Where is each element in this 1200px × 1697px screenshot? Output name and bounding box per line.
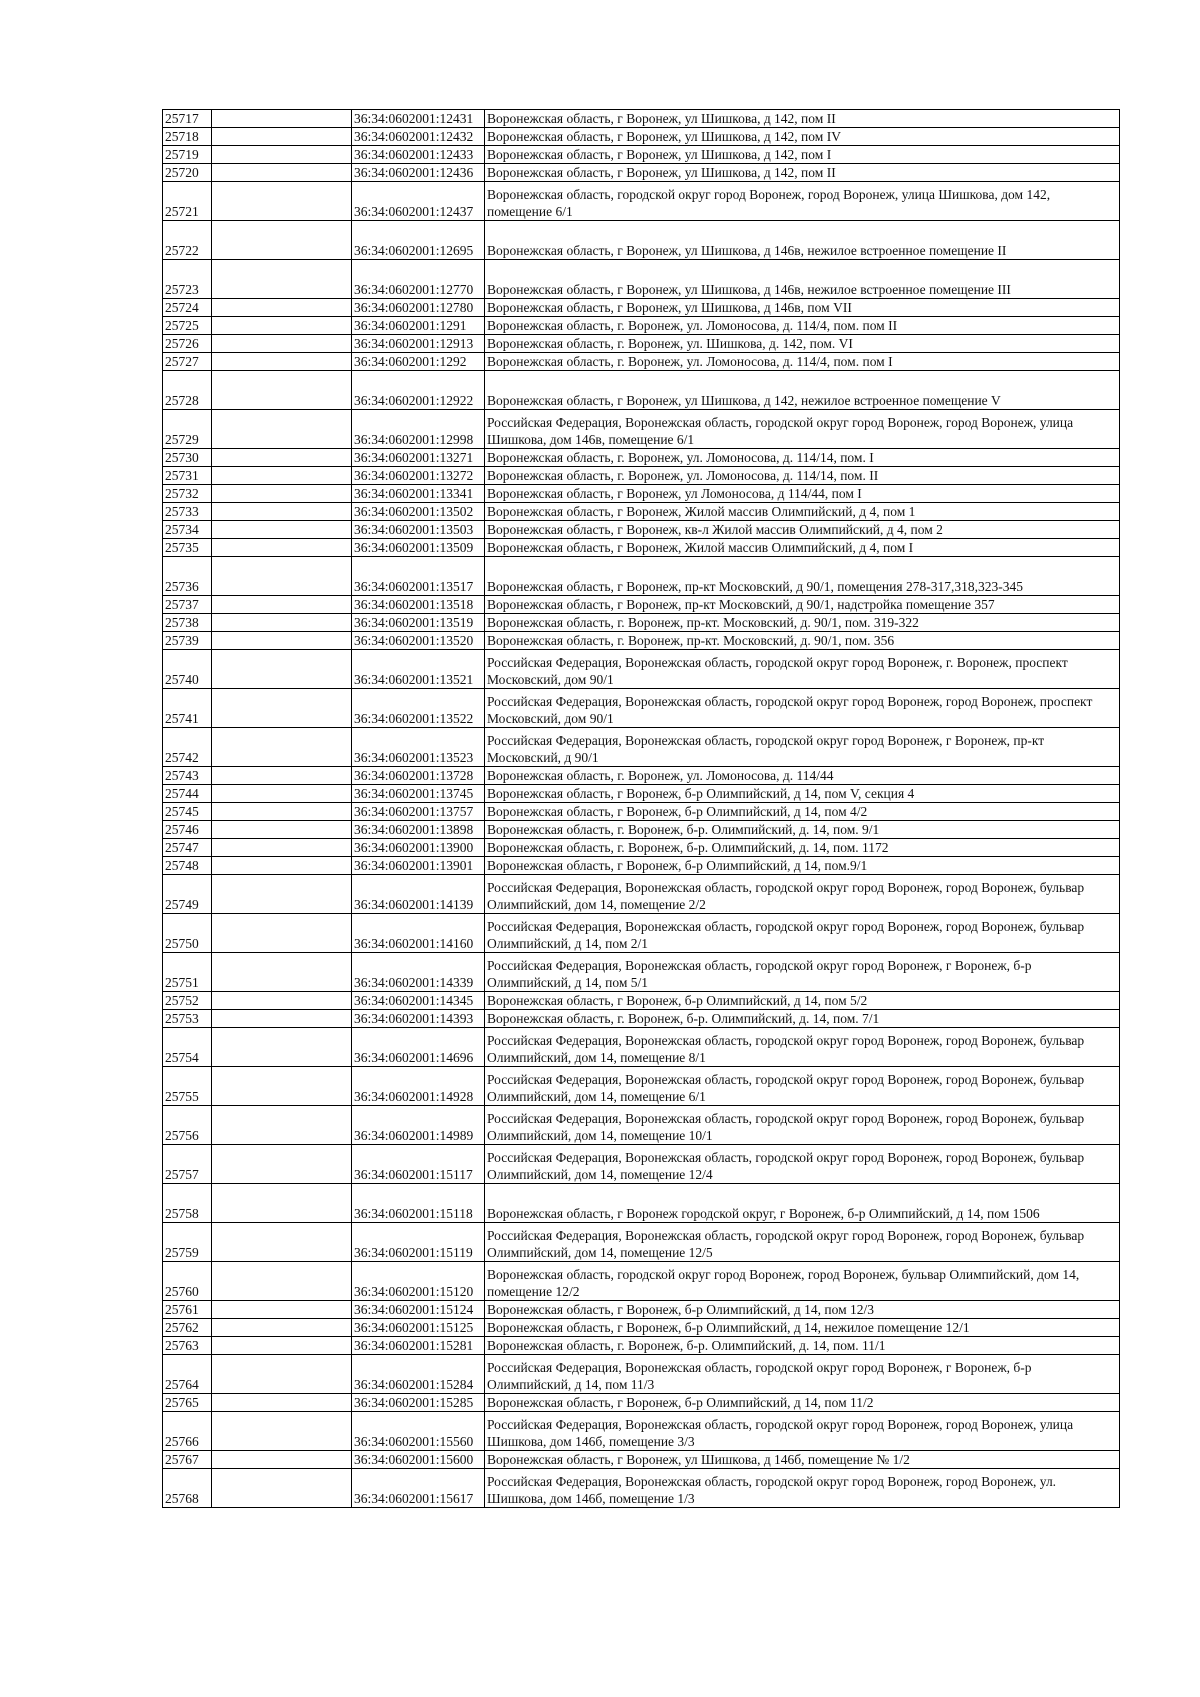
address-cell: Воронежская область, г Воронеж, ул Шишкова, д 142, пом I bbox=[485, 146, 1120, 164]
record-number-cell: 25722 bbox=[163, 221, 212, 260]
cadastral-number-cell: 36:34:0602001:12780 bbox=[352, 299, 485, 317]
empty-cell bbox=[212, 539, 352, 557]
property-register-table bbox=[162, 109, 1120, 1508]
cadastral-number-cell: 36:34:0602001:13757 bbox=[352, 803, 485, 821]
cadastral-number-cell: 36:34:0602001:13728 bbox=[352, 767, 485, 785]
record-number-cell: 25717 bbox=[163, 110, 212, 128]
record-number-cell: 25742 bbox=[163, 728, 212, 767]
cadastral-number-cell: 36:34:0602001:13503 bbox=[352, 521, 485, 539]
record-number-cell: 25732 bbox=[163, 485, 212, 503]
table-row bbox=[163, 110, 1120, 128]
cadastral-number-cell: 36:34:0602001:13271 bbox=[352, 449, 485, 467]
record-number-cell: 25718 bbox=[163, 128, 212, 146]
table-row bbox=[163, 953, 1120, 992]
empty-cell bbox=[212, 632, 352, 650]
empty-cell bbox=[212, 992, 352, 1010]
record-number-cell: 25745 bbox=[163, 803, 212, 821]
table-row bbox=[163, 557, 1120, 596]
empty-cell bbox=[212, 182, 352, 221]
empty-cell bbox=[212, 503, 352, 521]
address-cell: Воронежская область, г Воронеж, ул Шишкова, д 146в, нежилое встроенное помещение III bbox=[485, 260, 1120, 299]
empty-cell bbox=[212, 728, 352, 767]
empty-cell bbox=[212, 1301, 352, 1319]
record-number-cell: 25765 bbox=[163, 1394, 212, 1412]
table-row bbox=[163, 1412, 1120, 1451]
empty-cell bbox=[212, 785, 352, 803]
record-number-cell: 25730 bbox=[163, 449, 212, 467]
record-number-cell: 25726 bbox=[163, 335, 212, 353]
record-number-cell: 25725 bbox=[163, 317, 212, 335]
cadastral-number-cell: 36:34:0602001:1291 bbox=[352, 317, 485, 335]
address-cell: Воронежская область, г Воронеж, кв-л Жилой массив Олимпийский, д 4, пом 2 bbox=[485, 521, 1120, 539]
empty-cell bbox=[212, 1028, 352, 1067]
record-number-cell: 25756 bbox=[163, 1106, 212, 1145]
cadastral-number-cell: 36:34:0602001:1292 bbox=[352, 353, 485, 371]
address-cell: Воронежская область, г Воронеж, ул Шишкова, д 146в, пом VII bbox=[485, 299, 1120, 317]
table-row bbox=[163, 650, 1120, 689]
cadastral-number-cell: 36:34:0602001:15118 bbox=[352, 1184, 485, 1223]
cadastral-number-cell: 36:34:0602001:12998 bbox=[352, 410, 485, 449]
record-number-cell: 25747 bbox=[163, 839, 212, 857]
empty-cell bbox=[212, 1394, 352, 1412]
table-row bbox=[163, 1262, 1120, 1301]
cadastral-number-cell: 36:34:0602001:15117 bbox=[352, 1145, 485, 1184]
empty-cell bbox=[212, 1184, 352, 1223]
cadastral-number-cell: 36:34:0602001:13901 bbox=[352, 857, 485, 875]
empty-cell bbox=[212, 1412, 352, 1451]
record-number-cell: 25754 bbox=[163, 1028, 212, 1067]
empty-cell bbox=[212, 1469, 352, 1508]
address-cell: Воронежская область, г Воронеж, б-р Олимпийский, д 14, пом 11/2 bbox=[485, 1394, 1120, 1412]
table-row bbox=[163, 857, 1120, 875]
table-row bbox=[163, 1355, 1120, 1394]
empty-cell bbox=[212, 521, 352, 539]
record-number-cell: 25731 bbox=[163, 467, 212, 485]
record-number-cell: 25768 bbox=[163, 1469, 212, 1508]
table-row bbox=[163, 1145, 1120, 1184]
address-cell: Воронежская область, г Воронеж, ул Шишкова, д 146в, нежилое встроенное помещение II bbox=[485, 221, 1120, 260]
cadastral-number-cell: 36:34:0602001:14696 bbox=[352, 1028, 485, 1067]
table-row bbox=[163, 221, 1120, 260]
cadastral-number-cell: 36:34:0602001:14160 bbox=[352, 914, 485, 953]
cadastral-number-cell: 36:34:0602001:15281 bbox=[352, 1337, 485, 1355]
empty-cell bbox=[212, 1145, 352, 1184]
cadastral-number-cell: 36:34:0602001:15125 bbox=[352, 1319, 485, 1337]
cadastral-number-cell: 36:34:0602001:13523 bbox=[352, 728, 485, 767]
table-row bbox=[163, 1301, 1120, 1319]
table-row bbox=[163, 914, 1120, 953]
empty-cell bbox=[212, 467, 352, 485]
empty-cell bbox=[212, 614, 352, 632]
table-row bbox=[163, 1106, 1120, 1145]
table-row bbox=[163, 1451, 1120, 1469]
empty-cell bbox=[212, 650, 352, 689]
address-cell: Российская Федерация, Воронежская область, городской округ город Воронеж, город Воронеж, улица Шишкова, дом 146в, помещение 6/1 bbox=[485, 410, 1120, 449]
cadastral-number-cell: 36:34:0602001:14139 bbox=[352, 875, 485, 914]
record-number-cell: 25721 bbox=[163, 182, 212, 221]
table-row bbox=[163, 317, 1120, 335]
record-number-cell: 25724 bbox=[163, 299, 212, 317]
empty-cell bbox=[212, 875, 352, 914]
empty-cell bbox=[212, 449, 352, 467]
empty-cell bbox=[212, 821, 352, 839]
address-cell: Воронежская область, г Воронеж, б-р Олимпийский, д 14, пом 5/2 bbox=[485, 992, 1120, 1010]
empty-cell bbox=[212, 803, 352, 821]
empty-cell bbox=[212, 1106, 352, 1145]
table-row bbox=[163, 146, 1120, 164]
cadastral-number-cell: 36:34:0602001:15600 bbox=[352, 1451, 485, 1469]
record-number-cell: 25736 bbox=[163, 557, 212, 596]
address-cell: Воронежская область, г Воронеж, ул Шишкова, д 146б, помещение № 1/2 bbox=[485, 1451, 1120, 1469]
cadastral-number-cell: 36:34:0602001:14339 bbox=[352, 953, 485, 992]
cadastral-number-cell: 36:34:0602001:12695 bbox=[352, 221, 485, 260]
record-number-cell: 25748 bbox=[163, 857, 212, 875]
address-cell: Воронежская область, г Воронеж, б-р Олимпийский, д 14, пом 12/3 bbox=[485, 1301, 1120, 1319]
empty-cell bbox=[212, 914, 352, 953]
table-row bbox=[163, 503, 1120, 521]
record-number-cell: 25739 bbox=[163, 632, 212, 650]
address-cell: Воронежская область, г. Воронеж, пр-кт. Московский, д. 90/1, пом. 319-322 bbox=[485, 614, 1120, 632]
empty-cell bbox=[212, 485, 352, 503]
address-cell: Российская Федерация, Воронежская область, городской округ город Воронеж, город Воронеж, бульвар Олимпийский, д 14, пом 2/1 bbox=[485, 914, 1120, 953]
cadastral-number-cell: 36:34:0602001:13520 bbox=[352, 632, 485, 650]
table-row bbox=[163, 992, 1120, 1010]
table-row bbox=[163, 839, 1120, 857]
cadastral-number-cell: 36:34:0602001:12922 bbox=[352, 371, 485, 410]
cadastral-number-cell: 36:34:0602001:14928 bbox=[352, 1067, 485, 1106]
empty-cell bbox=[212, 557, 352, 596]
table-row bbox=[163, 1223, 1120, 1262]
record-number-cell: 25763 bbox=[163, 1337, 212, 1355]
cadastral-number-cell: 36:34:0602001:13272 bbox=[352, 467, 485, 485]
empty-cell bbox=[212, 857, 352, 875]
record-number-cell: 25759 bbox=[163, 1223, 212, 1262]
record-number-cell: 25753 bbox=[163, 1010, 212, 1028]
record-number-cell: 25723 bbox=[163, 260, 212, 299]
address-cell: Воронежская область, г Воронеж, ул Шишкова, д 142, нежилое встроенное помещение V bbox=[485, 371, 1120, 410]
empty-cell bbox=[212, 299, 352, 317]
record-number-cell: 25762 bbox=[163, 1319, 212, 1337]
table-row bbox=[163, 182, 1120, 221]
table-row bbox=[163, 875, 1120, 914]
address-cell: Воронежская область, г Воронеж, ул Шишкова, д 142, пом IV bbox=[485, 128, 1120, 146]
address-cell: Воронежская область, г. Воронеж, б-р. Олимпийский, д. 14, пом. 9/1 bbox=[485, 821, 1120, 839]
empty-cell bbox=[212, 110, 352, 128]
record-number-cell: 25744 bbox=[163, 785, 212, 803]
table-row bbox=[163, 767, 1120, 785]
record-number-cell: 25734 bbox=[163, 521, 212, 539]
cadastral-number-cell: 36:34:0602001:15120 bbox=[352, 1262, 485, 1301]
address-cell: Воронежская область, г. Воронеж, б-р. Олимпийский, д. 14, пом. 1172 bbox=[485, 839, 1120, 857]
address-cell: Российская Федерация, Воронежская область, городской округ город Воронеж, город Воронеж, бульвар Олимпийский, дом 14, помещение 8/1 bbox=[485, 1028, 1120, 1067]
table-row bbox=[163, 467, 1120, 485]
address-cell: Воронежская область, городской округ город Воронеж, город Воронеж, бульвар Олимпийский, дом 14, помещение 12/2 bbox=[485, 1262, 1120, 1301]
record-number-cell: 25764 bbox=[163, 1355, 212, 1394]
empty-cell bbox=[212, 1355, 352, 1394]
empty-cell bbox=[212, 1337, 352, 1355]
table-row bbox=[163, 1469, 1120, 1508]
record-number-cell: 25740 bbox=[163, 650, 212, 689]
table-row bbox=[163, 449, 1120, 467]
record-number-cell: 25761 bbox=[163, 1301, 212, 1319]
record-number-cell: 25766 bbox=[163, 1412, 212, 1451]
record-number-cell: 25760 bbox=[163, 1262, 212, 1301]
table-row bbox=[163, 1394, 1120, 1412]
cadastral-number-cell: 36:34:0602001:12432 bbox=[352, 128, 485, 146]
empty-cell bbox=[212, 596, 352, 614]
address-cell: Российская Федерация, Воронежская область, городской округ город Воронеж, город Воронеж, улица Шишкова, дом 146б, помещение 3/3 bbox=[485, 1412, 1120, 1451]
record-number-cell: 25743 bbox=[163, 767, 212, 785]
table-row bbox=[163, 521, 1120, 539]
address-cell: Воронежская область, г. Воронеж, пр-кт. Московский, д. 90/1, пом. 356 bbox=[485, 632, 1120, 650]
cadastral-number-cell: 36:34:0602001:13522 bbox=[352, 689, 485, 728]
address-cell: Воронежская область, г Воронеж, Жилой массив Олимпийский, д 4, пом I bbox=[485, 539, 1120, 557]
cadastral-number-cell: 36:34:0602001:12433 bbox=[352, 146, 485, 164]
cadastral-number-cell: 36:34:0602001:13898 bbox=[352, 821, 485, 839]
address-cell: Российская Федерация, Воронежская область, городской округ город Воронеж, город Воронеж, ул. Шишкова, дом 146б, помещение 1/3 bbox=[485, 1469, 1120, 1508]
address-cell: Воронежская область, городской округ город Воронеж, город Воронеж, улица Шишкова, дом 142, помещение 6/1 bbox=[485, 182, 1120, 221]
address-cell: Воронежская область, г Воронеж, пр-кт Московский, д 90/1, надстройка помещение 357 bbox=[485, 596, 1120, 614]
cadastral-number-cell: 36:34:0602001:13502 bbox=[352, 503, 485, 521]
empty-cell bbox=[212, 1262, 352, 1301]
address-cell: Воронежская область, г Воронеж, б-р Олимпийский, д 14, нежилое помещение 12/1 bbox=[485, 1319, 1120, 1337]
empty-cell bbox=[212, 146, 352, 164]
cadastral-number-cell: 36:34:0602001:12913 bbox=[352, 335, 485, 353]
table-row bbox=[163, 1067, 1120, 1106]
cadastral-number-cell: 36:34:0602001:13521 bbox=[352, 650, 485, 689]
record-number-cell: 25752 bbox=[163, 992, 212, 1010]
address-cell: Воронежская область, г Воронеж, б-р Олимпийский, д 14, пом.9/1 bbox=[485, 857, 1120, 875]
table-row bbox=[163, 485, 1120, 503]
table-row bbox=[163, 353, 1120, 371]
address-cell: Воронежская область, г. Воронеж, ул. Ломоносова, д. 114/4, пом. пом II bbox=[485, 317, 1120, 335]
cadastral-number-cell: 36:34:0602001:12436 bbox=[352, 164, 485, 182]
table-body bbox=[163, 110, 1120, 1508]
cadastral-number-cell: 36:34:0602001:12770 bbox=[352, 260, 485, 299]
record-number-cell: 25749 bbox=[163, 875, 212, 914]
cadastral-number-cell: 36:34:0602001:14989 bbox=[352, 1106, 485, 1145]
empty-cell bbox=[212, 353, 352, 371]
address-cell: Воронежская область, г Воронеж, ул Шишкова, д 142, пом II bbox=[485, 164, 1120, 182]
empty-cell bbox=[212, 953, 352, 992]
address-cell: Российская Федерация, Воронежская область, городской округ город Воронеж, город Воронеж, бульвар Олимпийский, дом 14, помещение 12/5 bbox=[485, 1223, 1120, 1262]
cadastral-number-cell: 36:34:0602001:15284 bbox=[352, 1355, 485, 1394]
record-number-cell: 25741 bbox=[163, 689, 212, 728]
cadastral-number-cell: 36:34:0602001:12437 bbox=[352, 182, 485, 221]
cadastral-number-cell: 36:34:0602001:12431 bbox=[352, 110, 485, 128]
address-cell: Воронежская область, г Воронеж, Жилой массив Олимпийский, д 4, пом 1 bbox=[485, 503, 1120, 521]
empty-cell bbox=[212, 689, 352, 728]
table-row bbox=[163, 803, 1120, 821]
address-cell: Воронежская область, г. Воронеж, ул. Ломоносова, д. 114/44 bbox=[485, 767, 1120, 785]
record-number-cell: 25735 bbox=[163, 539, 212, 557]
record-number-cell: 25755 bbox=[163, 1067, 212, 1106]
table-row bbox=[163, 1319, 1120, 1337]
table-row bbox=[163, 596, 1120, 614]
empty-cell bbox=[212, 1067, 352, 1106]
record-number-cell: 25746 bbox=[163, 821, 212, 839]
table-row bbox=[163, 1184, 1120, 1223]
address-cell: Воронежская область, г. Воронеж, ул. Ломоносова, д. 114/4, пом. пом I bbox=[485, 353, 1120, 371]
record-number-cell: 25729 bbox=[163, 410, 212, 449]
cadastral-number-cell: 36:34:0602001:13519 bbox=[352, 614, 485, 632]
table-row bbox=[163, 410, 1120, 449]
table-row bbox=[163, 335, 1120, 353]
empty-cell bbox=[212, 128, 352, 146]
empty-cell bbox=[212, 260, 352, 299]
empty-cell bbox=[212, 839, 352, 857]
address-cell: Российская Федерация, Воронежская область, городской округ город Воронеж, город Воронеж, бульвар Олимпийский, дом 14, помещение 12/4 bbox=[485, 1145, 1120, 1184]
record-number-cell: 25757 bbox=[163, 1145, 212, 1184]
cadastral-number-cell: 36:34:0602001:13509 bbox=[352, 539, 485, 557]
table-row bbox=[163, 689, 1120, 728]
record-number-cell: 25727 bbox=[163, 353, 212, 371]
empty-cell bbox=[212, 335, 352, 353]
address-cell: Воронежская область, г. Воронеж, б-р. Олимпийский, д. 14, пом. 7/1 bbox=[485, 1010, 1120, 1028]
record-number-cell: 25728 bbox=[163, 371, 212, 410]
table-row bbox=[163, 1028, 1120, 1067]
table-row bbox=[163, 299, 1120, 317]
empty-cell bbox=[212, 317, 352, 335]
table-row bbox=[163, 614, 1120, 632]
empty-cell bbox=[212, 1319, 352, 1337]
cadastral-number-cell: 36:34:0602001:13341 bbox=[352, 485, 485, 503]
table-row bbox=[163, 785, 1120, 803]
record-number-cell: 25720 bbox=[163, 164, 212, 182]
cadastral-number-cell: 36:34:0602001:13900 bbox=[352, 839, 485, 857]
record-number-cell: 25737 bbox=[163, 596, 212, 614]
table-row bbox=[163, 632, 1120, 650]
cadastral-number-cell: 36:34:0602001:14345 bbox=[352, 992, 485, 1010]
address-cell: Воронежская область, г Воронеж, б-р Олимпийский, д 14, пом 4/2 bbox=[485, 803, 1120, 821]
empty-cell bbox=[212, 371, 352, 410]
empty-cell bbox=[212, 221, 352, 260]
record-number-cell: 25751 bbox=[163, 953, 212, 992]
record-number-cell: 25758 bbox=[163, 1184, 212, 1223]
address-cell: Российская Федерация, Воронежская область, городской округ город Воронеж, г Воронеж, пр-кт Московский, д 90/1 bbox=[485, 728, 1120, 767]
cadastral-number-cell: 36:34:0602001:15119 bbox=[352, 1223, 485, 1262]
cadastral-number-cell: 36:34:0602001:15617 bbox=[352, 1469, 485, 1508]
address-cell: Российская Федерация, Воронежская область, городской округ город Воронеж, город Воронеж, бульвар Олимпийский, дом 14, помещение 2/2 bbox=[485, 875, 1120, 914]
table-row bbox=[163, 164, 1120, 182]
address-cell: Воронежская область, г. Воронеж, ул. Ломоносова, д. 114/14, пом. II bbox=[485, 467, 1120, 485]
table-row bbox=[163, 260, 1120, 299]
table-row bbox=[163, 1010, 1120, 1028]
address-cell: Российская Федерация, Воронежская область, городской округ город Воронеж, г. Воронеж, проспект Московский, дом 90/1 bbox=[485, 650, 1120, 689]
table-row bbox=[163, 821, 1120, 839]
address-cell: Воронежская область, г. Воронеж, ул. Ломоносова, д. 114/14, пом. I bbox=[485, 449, 1120, 467]
address-cell: Российская Федерация, Воронежская область, городской округ город Воронеж, город Воронеж, бульвар Олимпийский, дом 14, помещение 10/1 bbox=[485, 1106, 1120, 1145]
table-row bbox=[163, 128, 1120, 146]
record-number-cell: 25750 bbox=[163, 914, 212, 953]
address-cell: Воронежская область, г. Воронеж, ул. Шишкова, д. 142, пом. VI bbox=[485, 335, 1120, 353]
record-number-cell: 25767 bbox=[163, 1451, 212, 1469]
cadastral-number-cell: 36:34:0602001:14393 bbox=[352, 1010, 485, 1028]
table-row bbox=[163, 539, 1120, 557]
cadastral-number-cell: 36:34:0602001:13518 bbox=[352, 596, 485, 614]
record-number-cell: 25719 bbox=[163, 146, 212, 164]
empty-cell bbox=[212, 164, 352, 182]
empty-cell bbox=[212, 1451, 352, 1469]
empty-cell bbox=[212, 410, 352, 449]
cadastral-number-cell: 36:34:0602001:15124 bbox=[352, 1301, 485, 1319]
address-cell: Российская Федерация, Воронежская область, городской округ город Воронеж, г Воронеж, б-р Олимпийский, д 14, пом 11/3 bbox=[485, 1355, 1120, 1394]
record-number-cell: 25733 bbox=[163, 503, 212, 521]
table-row bbox=[163, 371, 1120, 410]
address-cell: Российская Федерация, Воронежская область, городской округ город Воронеж, город Воронеж, проспект Московский, дом 90/1 bbox=[485, 689, 1120, 728]
table-row bbox=[163, 728, 1120, 767]
empty-cell bbox=[212, 1223, 352, 1262]
address-cell: Воронежская область, г Воронеж, ул Ломоносова, д 114/44, пом I bbox=[485, 485, 1120, 503]
record-number-cell: 25738 bbox=[163, 614, 212, 632]
address-cell: Воронежская область, г Воронеж городской округ, г Воронеж, б-р Олимпийский, д 14, пом 1506 bbox=[485, 1184, 1120, 1223]
empty-cell bbox=[212, 767, 352, 785]
address-cell: Российская Федерация, Воронежская область, городской округ город Воронеж, г Воронеж, б-р Олимпийский, д 14, пом 5/1 bbox=[485, 953, 1120, 992]
address-cell: Воронежская область, г Воронеж, б-р Олимпийский, д 14, пом V, секция 4 bbox=[485, 785, 1120, 803]
cadastral-number-cell: 36:34:0602001:15285 bbox=[352, 1394, 485, 1412]
empty-cell bbox=[212, 1010, 352, 1028]
address-cell: Воронежская область, г. Воронеж, б-р. Олимпийский, д. 14, пом. 11/1 bbox=[485, 1337, 1120, 1355]
address-cell: Воронежская область, г Воронеж, пр-кт Московский, д 90/1, помещения 278-317,318,323-345 bbox=[485, 557, 1120, 596]
address-cell: Российская Федерация, Воронежская область, городской округ город Воронеж, город Воронеж, бульвар Олимпийский, дом 14, помещение 6/1 bbox=[485, 1067, 1120, 1106]
table-row bbox=[163, 1337, 1120, 1355]
cadastral-number-cell: 36:34:0602001:15560 bbox=[352, 1412, 485, 1451]
address-cell: Воронежская область, г Воронеж, ул Шишкова, д 142, пом II bbox=[485, 110, 1120, 128]
cadastral-number-cell: 36:34:0602001:13517 bbox=[352, 557, 485, 596]
cadastral-number-cell: 36:34:0602001:13745 bbox=[352, 785, 485, 803]
